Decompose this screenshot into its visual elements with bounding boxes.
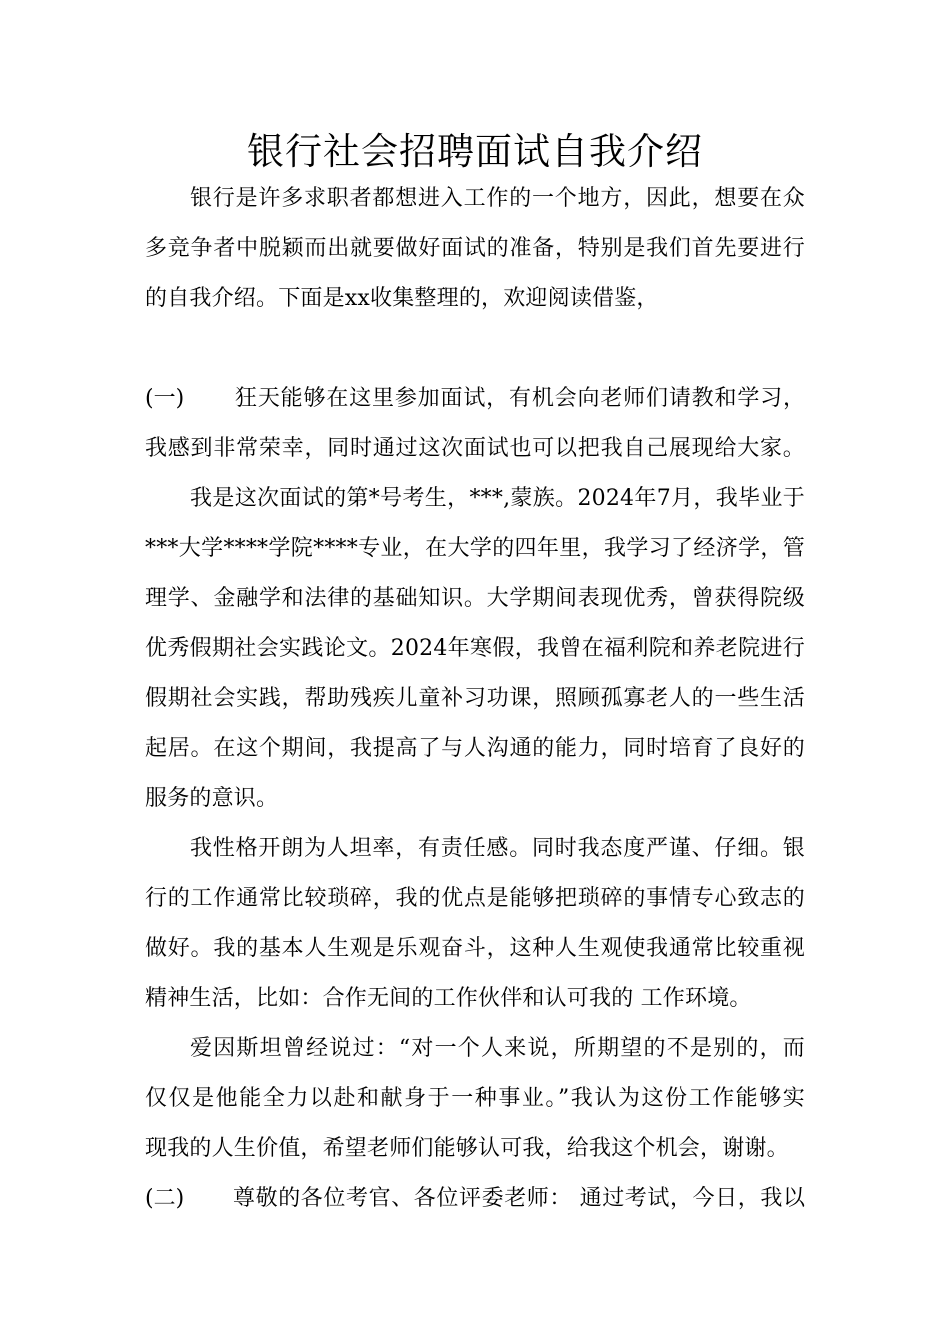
- section-1-p2-line-3: 理学、金融学和法律的基础知识。大学期间表现优秀，曾获得院级: [145, 586, 805, 611]
- section-1-marker: (一): [145, 386, 185, 411]
- section-1-continuation: 我感到非常荣幸，同时通过这次面试也可以把我自己展现给大家。: [145, 436, 805, 461]
- section-2-first-line: 尊敬的各位考官、各位评委老师： 通过考试，今日，我以: [233, 1186, 805, 1211]
- section-1-p3-line-2: 行的工作通常比较琐碎，我的优点是能够把琐碎的事情专心致志的: [145, 886, 805, 911]
- document-title: 银行社会招聘面试自我介绍: [247, 130, 703, 173]
- section-1-p4-line-1: 爱因斯坦曾经说过：“对一个人来说，所期望的不是别的，而: [190, 1036, 805, 1061]
- section-1-p3-line-4: 精神生活，比如：合作无间的工作伙伴和认可我的 工作环境。: [145, 986, 752, 1011]
- section-1-p3-line-1: 我性格开朗为人坦率，有责任感。同时我态度严谨、仔细。银: [190, 836, 805, 861]
- section-2-marker: (二): [145, 1186, 185, 1211]
- section-1-p2-line-7: 服务的意识。: [145, 786, 279, 811]
- section-1-p2-line-5: 假期社会实践，帮助残疾儿童补习功课，照顾孤寡老人的一些生活: [145, 686, 805, 711]
- intro-line-3: 的自我介绍。下面是xx收集整理的，欢迎阅读借鉴，: [145, 286, 659, 311]
- intro-line-1: 银行是许多求职者都想进入工作的一个地方，因此，想要在众: [190, 186, 805, 211]
- section-1-p2-line-2: ***大学****学院****专业，在大学的四年里，我学习了经济学，管: [145, 536, 805, 561]
- section-1-p4-line-3: 现我的人生价值，希望老师们能够认可我，给我这个机会，谢谢。: [145, 1136, 789, 1161]
- section-1-p2-line-4: 优秀假期社会实践论文。2024年寒假，我曾在福利院和养老院进行: [145, 636, 805, 661]
- section-1-p4-line-2: 仅仅是他能全力以赴和献身于一种事业。”我认为这份工作能够实: [145, 1086, 805, 1111]
- section-1-first-line: 狂天能够在这里参加面试，有机会向老师们请教和学习，: [235, 386, 805, 411]
- section-1-p2-line-6: 起居。在这个期间，我提高了与人沟通的能力，同时培育了良好的: [145, 736, 805, 761]
- intro-line-2: 多竞争者中脱颖而出就要做好面试的准备，特别是我们首先要进行: [145, 236, 805, 261]
- section-1-p2-line-1: 我是这次面试的第*号考生，***,蒙族。2024年7月，我毕业于: [190, 486, 805, 511]
- section-1-p3-line-3: 做好。我的基本人生观是乐观奋斗，这种人生观使我通常比较重视: [145, 936, 805, 961]
